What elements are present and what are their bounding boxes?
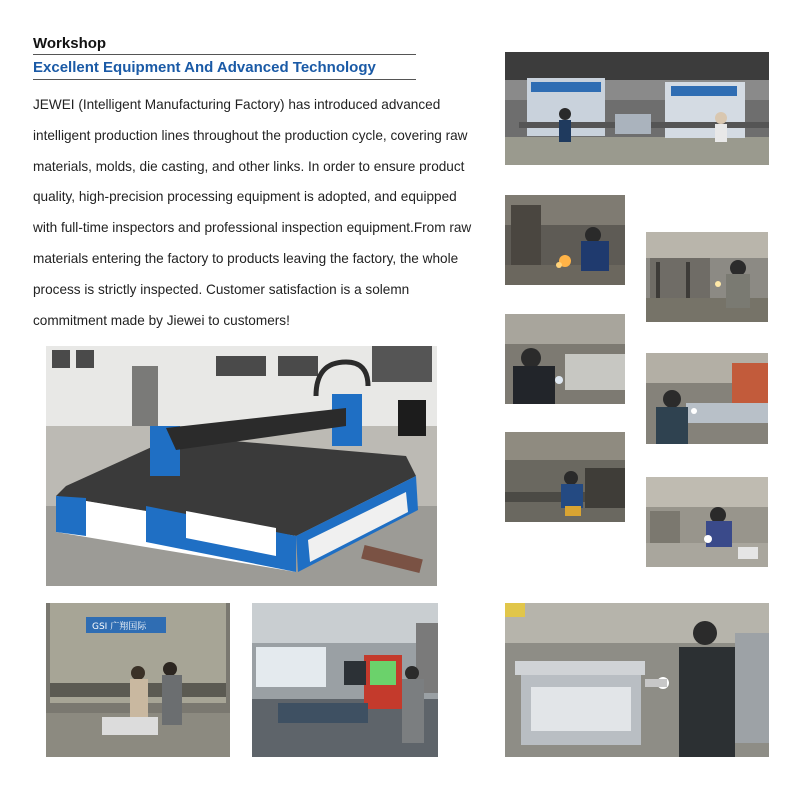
photo-laser-cutting-machine [46, 346, 437, 586]
photo-press-brake-line [505, 52, 769, 165]
photo-press-brake-operators [46, 603, 230, 757]
photo-bench-work [505, 432, 625, 522]
section-subtitle: Excellent Equipment And Advanced Technology [33, 59, 376, 76]
photo-stainless-welding [505, 603, 769, 757]
press-brake-sign: GSI 广翔国际 [92, 622, 147, 632]
photo-welding-closeup [505, 314, 625, 404]
subtitle-divider [33, 79, 416, 80]
photo-laser-welding-machine [252, 603, 438, 757]
section-title: Workshop [33, 35, 107, 52]
photo-spot-welding [646, 477, 768, 567]
title-divider [33, 54, 416, 55]
photo-welding-frame [646, 232, 768, 322]
photo-welding-panel [646, 353, 768, 444]
photo-grinding [505, 195, 625, 285]
workshop-description: JEWEI (Intelligent Manufacturing Factory) has introduced advanced intelligent production lines throughout the production cycle, covering raw materials, molds, die casting, and other links. In order to ensure product quality, high-precision processing equipment is adopted, and equipped with full-time inspectors and professional inspection equipment.From raw materials entering the factory to products leaving the factory, the whole process is strictly inspected. Customer satisfaction is a solemn commitment made by Jiewei to customers! [33, 97, 472, 328]
